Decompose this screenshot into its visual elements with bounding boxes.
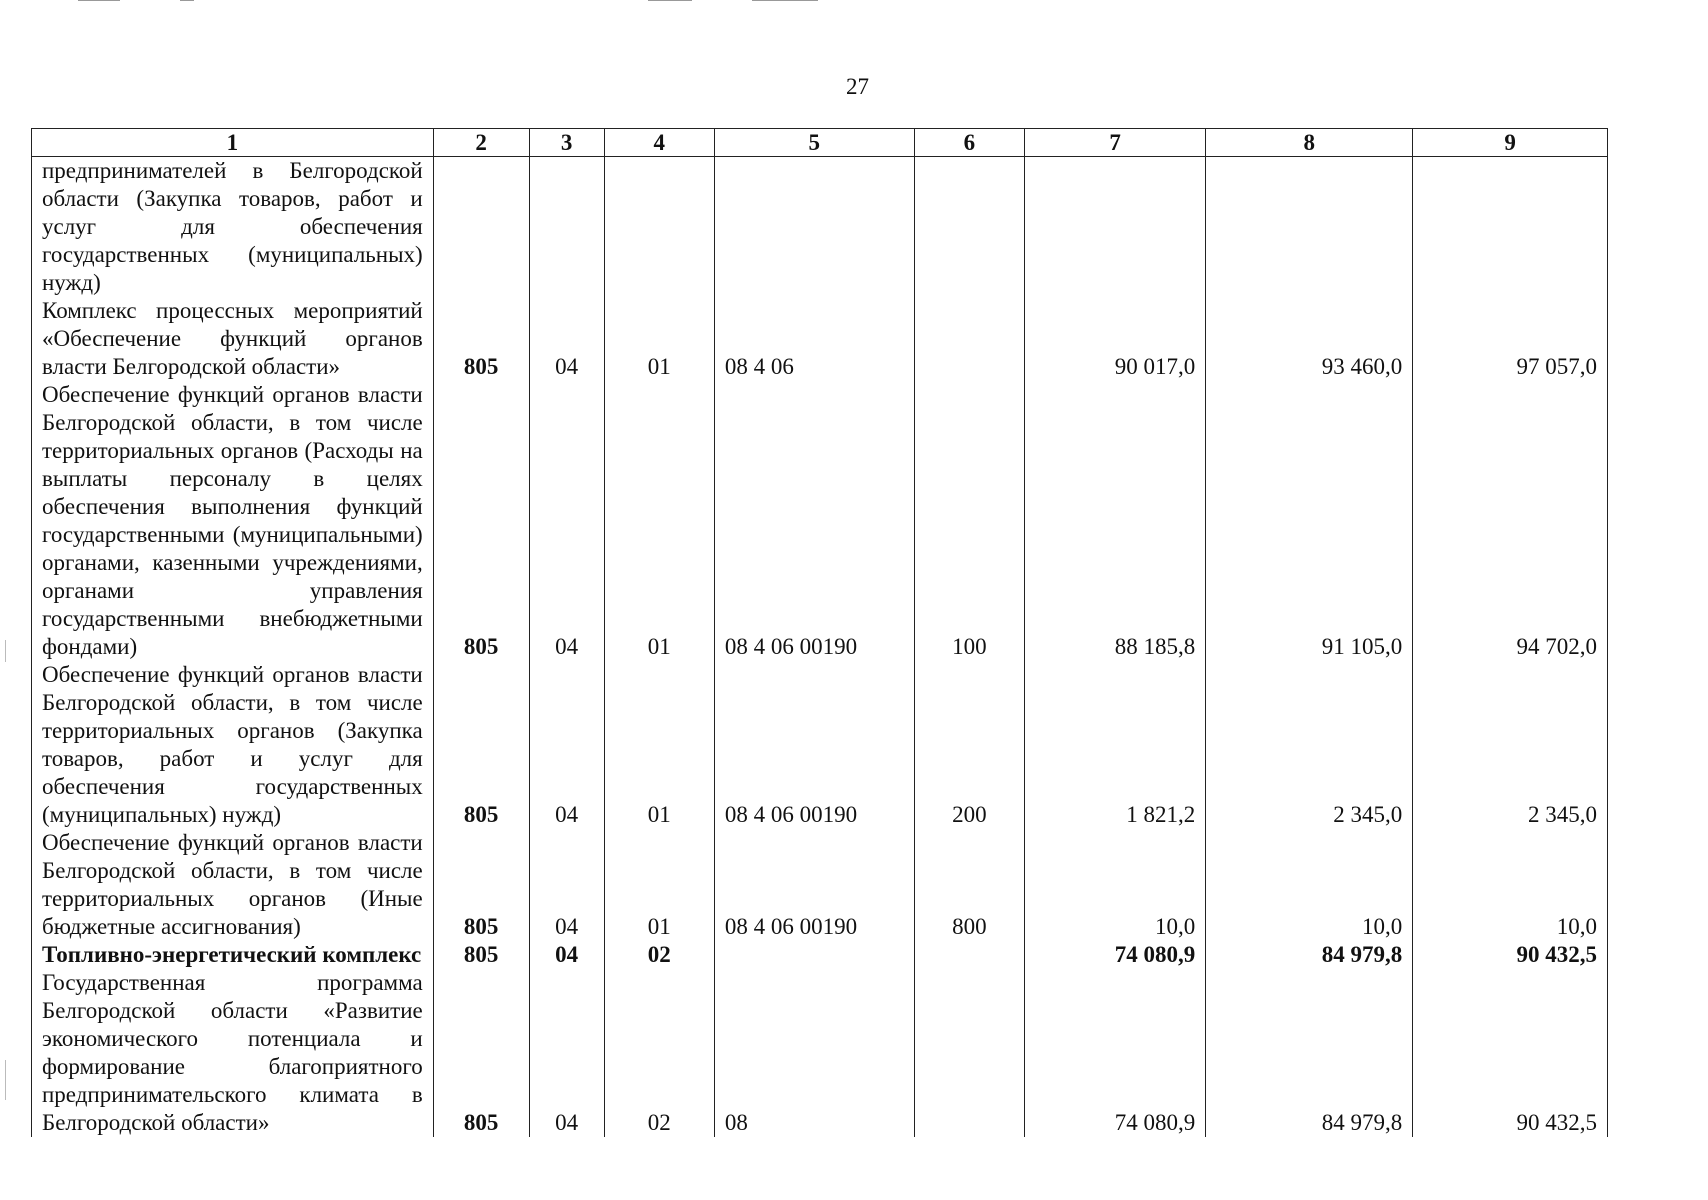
cell-expense-type <box>914 157 1024 298</box>
budget-table <box>31 128 1608 1137</box>
cell-amount-3: 90 432,5 <box>1413 969 1608 1137</box>
cell-amount-2: 2 345,0 <box>1206 661 1413 829</box>
row-name: Обеспечение функций органов власти Белгородской области, в том числе территориальных органов (Расходы на выплаты персоналу в целях обеспечения выполнения функций государственными (муниципальными) органами, казенными учреждениями, органами управления государственными внебюджетными фондами) <box>32 381 434 661</box>
row-name: предпринимателей в Белгородской области (Закупка товаров, работ и услуг для обеспечения государственных (муниципальных) нужд) <box>32 157 434 298</box>
cell-razdel <box>529 157 604 298</box>
cell-expense-type <box>914 969 1024 1137</box>
cell-podrazdel <box>604 157 714 298</box>
cell-amount-2 <box>1206 157 1413 298</box>
row-name: Топливно-энергетический комплекс <box>32 941 434 969</box>
table-row <box>32 661 1608 829</box>
row-name: Комплекс процессных мероприятий «Обеспечение функций органов власти Белгородской области» <box>32 297 434 381</box>
cell-glava: 805 <box>433 829 529 941</box>
cell-glava <box>433 157 529 298</box>
cell-amount-2: 10,0 <box>1206 829 1413 941</box>
cell-amount-1: 74 080,9 <box>1024 941 1205 969</box>
table-row <box>32 297 1608 381</box>
cell-amount-2: 93 460,0 <box>1206 297 1413 381</box>
cell-podrazdel: 01 <box>604 829 714 941</box>
cell-target-article: 08 4 06 00190 <box>714 381 914 661</box>
table-row <box>32 969 1608 1137</box>
cell-amount-1: 10,0 <box>1024 829 1205 941</box>
cell-podrazdel: 02 <box>604 941 714 969</box>
cell-amount-3: 10,0 <box>1413 829 1608 941</box>
cell-target-article: 08 4 06 <box>714 297 914 381</box>
row-name: Обеспечение функций органов власти Белгородской области, в том числе территориальных органов (Иные бюджетные ассигнования) <box>32 829 434 941</box>
cell-razdel: 04 <box>529 829 604 941</box>
cell-amount-2: 84 979,8 <box>1206 969 1413 1137</box>
cell-expense-type <box>914 941 1024 969</box>
cell-expense-type: 800 <box>914 829 1024 941</box>
cell-glava: 805 <box>433 969 529 1137</box>
scan-edge-mark <box>5 640 6 662</box>
cell-amount-3: 90 432,5 <box>1413 941 1608 969</box>
cell-amount-3: 97 057,0 <box>1413 297 1608 381</box>
cell-podrazdel: 02 <box>604 969 714 1137</box>
cell-glava: 805 <box>433 941 529 969</box>
cell-amount-1: 74 080,9 <box>1024 969 1205 1137</box>
column-header: 6 <box>914 129 1024 157</box>
column-header: 1 <box>32 129 434 157</box>
cell-amount-3 <box>1413 157 1608 298</box>
row-name: Государственная программа Белгородской области «Развитие экономического потенциала и формирование благоприятного предпринимательского климата в Белгородской области» <box>32 969 434 1137</box>
cell-target-article: 08 <box>714 969 914 1137</box>
cell-glava: 805 <box>433 297 529 381</box>
table-header-row <box>32 129 1608 157</box>
table-row <box>32 829 1608 941</box>
cell-target-article <box>714 157 914 298</box>
scan-edge-mark <box>5 1060 6 1100</box>
cell-glava: 805 <box>433 381 529 661</box>
cell-target-article: 08 4 06 00190 <box>714 829 914 941</box>
cell-amount-2: 84 979,8 <box>1206 941 1413 969</box>
cell-amount-3: 2 345,0 <box>1413 661 1608 829</box>
cell-razdel: 04 <box>529 969 604 1137</box>
cell-razdel: 04 <box>529 661 604 829</box>
cell-podrazdel: 01 <box>604 381 714 661</box>
column-header: 9 <box>1413 129 1608 157</box>
column-header: 8 <box>1206 129 1413 157</box>
page-number: 27 <box>846 74 869 99</box>
cell-podrazdel: 01 <box>604 661 714 829</box>
cell-razdel: 04 <box>529 297 604 381</box>
cell-expense-type <box>914 297 1024 381</box>
row-name: Обеспечение функций органов власти Белгородской области, в том числе территориальных органов (Закупка товаров, работ и услуг для обеспечения государственных (муниципальных) нужд) <box>32 661 434 829</box>
cell-amount-1: 90 017,0 <box>1024 297 1205 381</box>
cell-glava: 805 <box>433 661 529 829</box>
cell-amount-1: 88 185,8 <box>1024 381 1205 661</box>
cell-amount-1: 1 821,2 <box>1024 661 1205 829</box>
cell-razdel: 04 <box>529 381 604 661</box>
cell-expense-type: 200 <box>914 661 1024 829</box>
cell-target-article: 08 4 06 00190 <box>714 661 914 829</box>
column-header: 2 <box>433 129 529 157</box>
cell-razdel: 04 <box>529 941 604 969</box>
cell-podrazdel: 01 <box>604 297 714 381</box>
column-header: 3 <box>529 129 604 157</box>
cell-target-article <box>714 941 914 969</box>
table-row <box>32 381 1608 661</box>
table-row-section-total <box>32 941 1608 969</box>
column-header: 5 <box>714 129 914 157</box>
column-header: 7 <box>1024 129 1205 157</box>
cell-amount-3: 94 702,0 <box>1413 381 1608 661</box>
cell-amount-2: 91 105,0 <box>1206 381 1413 661</box>
cell-amount-1 <box>1024 157 1205 298</box>
column-header: 4 <box>604 129 714 157</box>
cell-expense-type: 100 <box>914 381 1024 661</box>
table-row <box>32 157 1608 298</box>
